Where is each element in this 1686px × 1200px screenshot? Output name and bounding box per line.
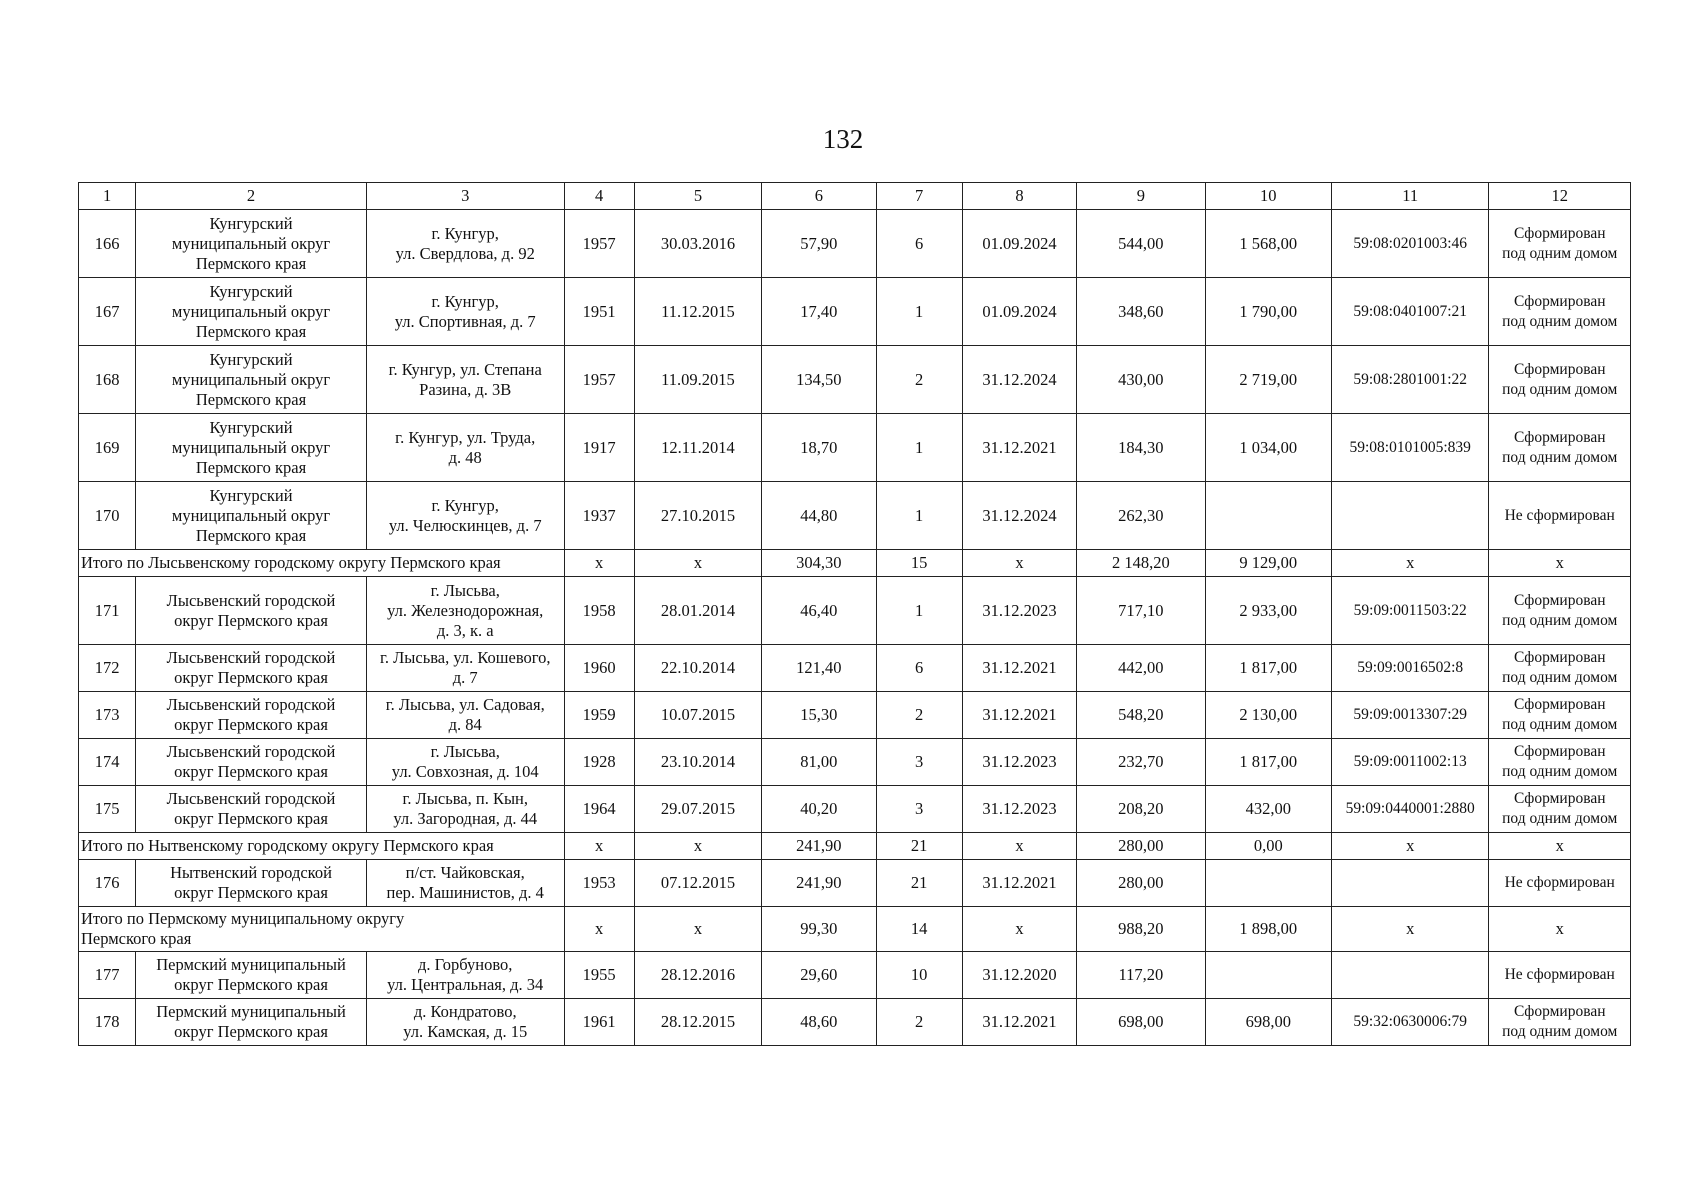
cadastral-number: 59:09:0013307:29 <box>1331 692 1489 739</box>
table-row <box>79 414 1631 482</box>
emergency-date: 07.12.2015 <box>634 860 761 907</box>
cadastral-number: 59:32:0630006:79 <box>1331 999 1489 1046</box>
residents: 14 <box>876 907 962 952</box>
subtotal-label: Итого по Пермскому муниципальному округу Пермского края <box>79 907 565 952</box>
municipality: Лысьвенский городской округ Пермского края <box>136 577 367 645</box>
residents: 6 <box>876 210 962 278</box>
cadastral-number: х <box>1331 833 1489 860</box>
plot-status: Сформирован под одним домом <box>1489 739 1631 786</box>
row-number: 172 <box>79 645 136 692</box>
plot-area: 0,00 <box>1205 833 1331 860</box>
plot-status: Сформирован под одним домом <box>1489 346 1631 414</box>
resettlement-deadline: 01.09.2024 <box>962 210 1076 278</box>
resettlement-deadline: 31.12.2023 <box>962 786 1076 833</box>
plot-status: Сформирован под одним домом <box>1489 786 1631 833</box>
resettlement-deadline: 31.12.2021 <box>962 692 1076 739</box>
row-number: 168 <box>79 346 136 414</box>
resettlement-deadline: 31.12.2021 <box>962 414 1076 482</box>
land-area: 698,00 <box>1077 999 1205 1046</box>
table-row <box>79 999 1631 1046</box>
cadastral-number: 59:09:0016502:8 <box>1331 645 1489 692</box>
residents: 2 <box>876 346 962 414</box>
plot-status: Сформирован под одним домом <box>1489 692 1631 739</box>
table-row <box>79 645 1631 692</box>
address: г. Лысьва, п. Кын, ул. Загородная, д. 44 <box>366 786 564 833</box>
subtotal-row <box>79 833 1631 860</box>
column-number-4: 4 <box>564 183 634 210</box>
page-number: 132 <box>822 124 864 154</box>
emergency-date: 30.03.2016 <box>634 210 761 278</box>
plot-area <box>1205 860 1331 907</box>
resettlement-deadline: 31.12.2021 <box>962 645 1076 692</box>
area: 29,60 <box>762 952 876 999</box>
area: 134,50 <box>762 346 876 414</box>
emergency-date: 27.10.2015 <box>634 482 761 550</box>
column-number-7: 7 <box>876 183 962 210</box>
address: п/ст. Чайковская, пер. Машинистов, д. 4 <box>366 860 564 907</box>
subtotal-label: Итого по Лысьвенскому городскому округу Пермского края <box>79 550 565 577</box>
area: 15,30 <box>762 692 876 739</box>
housing-register-table <box>78 182 1631 1046</box>
municipality: Лысьвенский городской округ Пермского края <box>136 692 367 739</box>
address: г. Кунгур, ул. Спортивная, д. 7 <box>366 278 564 346</box>
plot-area: 1 817,00 <box>1205 739 1331 786</box>
plot-status: Сформирован под одним домом <box>1489 210 1631 278</box>
resettlement-deadline: 31.12.2023 <box>962 739 1076 786</box>
plot-status: х <box>1489 907 1631 952</box>
area: 57,90 <box>762 210 876 278</box>
resettlement-deadline: 31.12.2021 <box>962 999 1076 1046</box>
land-area: 208,20 <box>1077 786 1205 833</box>
address: г. Кунгур, ул. Свердлова, д. 92 <box>366 210 564 278</box>
address: д. Горбуново, ул. Центральная, д. 34 <box>366 952 564 999</box>
residents: 1 <box>876 482 962 550</box>
residents: 21 <box>876 833 962 860</box>
table-row <box>79 692 1631 739</box>
municipality: Лысьвенский городской округ Пермского края <box>136 645 367 692</box>
area: 81,00 <box>762 739 876 786</box>
plot-status: х <box>1489 550 1631 577</box>
land-area: 348,60 <box>1077 278 1205 346</box>
area: 241,90 <box>762 833 876 860</box>
cadastral-number: 59:09:0011503:22 <box>1331 577 1489 645</box>
year-built: 1928 <box>564 739 634 786</box>
area: 44,80 <box>762 482 876 550</box>
resettlement-deadline: 31.12.2023 <box>962 577 1076 645</box>
area: 99,30 <box>762 907 876 952</box>
plot-area <box>1205 952 1331 999</box>
year-built: х <box>564 550 634 577</box>
resettlement-deadline: х <box>962 907 1076 952</box>
year-built: 1964 <box>564 786 634 833</box>
table-row <box>79 739 1631 786</box>
emergency-date: 10.07.2015 <box>634 692 761 739</box>
cadastral-number: 59:08:0201003:46 <box>1331 210 1489 278</box>
residents: 3 <box>876 786 962 833</box>
row-number: 175 <box>79 786 136 833</box>
residents: 6 <box>876 645 962 692</box>
area: 121,40 <box>762 645 876 692</box>
address: г. Лысьва, ул. Совхозная, д. 104 <box>366 739 564 786</box>
resettlement-deadline: 01.09.2024 <box>962 278 1076 346</box>
address: г. Лысьва, ул. Железнодорожная, д. 3, к. а <box>366 577 564 645</box>
table-row <box>79 210 1631 278</box>
area: 18,70 <box>762 414 876 482</box>
address: г. Кунгур, ул. Степана Разина, д. 3В <box>366 346 564 414</box>
column-number-6: 6 <box>762 183 876 210</box>
year-built: 1957 <box>564 346 634 414</box>
emergency-date: 11.12.2015 <box>634 278 761 346</box>
plot-area: 2 130,00 <box>1205 692 1331 739</box>
cadastral-number: х <box>1331 907 1489 952</box>
residents: 3 <box>876 739 962 786</box>
plot-area: 9 129,00 <box>1205 550 1331 577</box>
cadastral-number: 59:09:0440001:2880 <box>1331 786 1489 833</box>
area: 48,60 <box>762 999 876 1046</box>
plot-status: х <box>1489 833 1631 860</box>
cadastral-number <box>1331 952 1489 999</box>
column-number-8: 8 <box>962 183 1076 210</box>
subtotal-row <box>79 550 1631 577</box>
plot-area: 2 933,00 <box>1205 577 1331 645</box>
resettlement-deadline: 31.12.2024 <box>962 482 1076 550</box>
table-row <box>79 577 1631 645</box>
cadastral-number: 59:09:0011002:13 <box>1331 739 1489 786</box>
land-area: 117,20 <box>1077 952 1205 999</box>
plot-area: 1 817,00 <box>1205 645 1331 692</box>
table-row <box>79 278 1631 346</box>
plot-status: Не сформирован <box>1489 860 1631 907</box>
plot-area <box>1205 482 1331 550</box>
plot-area: 698,00 <box>1205 999 1331 1046</box>
table-row <box>79 786 1631 833</box>
emergency-date: 22.10.2014 <box>634 645 761 692</box>
column-number-10: 10 <box>1205 183 1331 210</box>
address: г. Лысьва, ул. Кошевого, д. 7 <box>366 645 564 692</box>
resettlement-deadline: 31.12.2021 <box>962 860 1076 907</box>
land-area: 280,00 <box>1077 833 1205 860</box>
emergency-date: 28.01.2014 <box>634 577 761 645</box>
land-area: 280,00 <box>1077 860 1205 907</box>
row-number: 169 <box>79 414 136 482</box>
year-built: 1957 <box>564 210 634 278</box>
year-built: 1953 <box>564 860 634 907</box>
land-area: 184,30 <box>1077 414 1205 482</box>
plot-status: Сформирован под одним домом <box>1489 577 1631 645</box>
area: 17,40 <box>762 278 876 346</box>
row-number: 171 <box>79 577 136 645</box>
resettlement-deadline: х <box>962 833 1076 860</box>
land-area: 717,10 <box>1077 577 1205 645</box>
land-area: 430,00 <box>1077 346 1205 414</box>
row-number: 170 <box>79 482 136 550</box>
emergency-date: х <box>634 550 761 577</box>
municipality: Лысьвенский городской округ Пермского края <box>136 786 367 833</box>
row-number: 176 <box>79 860 136 907</box>
emergency-date: 11.09.2015 <box>634 346 761 414</box>
year-built: х <box>564 833 634 860</box>
column-number-9: 9 <box>1077 183 1205 210</box>
row-number: 174 <box>79 739 136 786</box>
municipality: Пермский муниципальный округ Пермского края <box>136 952 367 999</box>
emergency-date: 29.07.2015 <box>634 786 761 833</box>
address: д. Кондратово, ул. Камская, д. 15 <box>366 999 564 1046</box>
land-area: 2 148,20 <box>1077 550 1205 577</box>
plot-area: 1 034,00 <box>1205 414 1331 482</box>
year-built: 1937 <box>564 482 634 550</box>
residents: 15 <box>876 550 962 577</box>
municipality: Кунгурский муниципальный округ Пермского края <box>136 414 367 482</box>
emergency-date: 28.12.2016 <box>634 952 761 999</box>
residents: 1 <box>876 278 962 346</box>
land-area: 442,00 <box>1077 645 1205 692</box>
municipality: Пермский муниципальный округ Пермского края <box>136 999 367 1046</box>
municipality: Лысьвенский городской округ Пермского края <box>136 739 367 786</box>
land-area: 262,30 <box>1077 482 1205 550</box>
plot-status: Сформирован под одним домом <box>1489 414 1631 482</box>
cadastral-number: 59:08:0401007:21 <box>1331 278 1489 346</box>
column-number-3: 3 <box>366 183 564 210</box>
resettlement-deadline: 31.12.2024 <box>962 346 1076 414</box>
land-area: 232,70 <box>1077 739 1205 786</box>
resettlement-deadline: х <box>962 550 1076 577</box>
emergency-date: 28.12.2015 <box>634 999 761 1046</box>
residents: 1 <box>876 414 962 482</box>
table-row <box>79 952 1631 999</box>
column-number-2: 2 <box>136 183 367 210</box>
emergency-date: 12.11.2014 <box>634 414 761 482</box>
area: 40,20 <box>762 786 876 833</box>
area: 304,30 <box>762 550 876 577</box>
residents: 1 <box>876 577 962 645</box>
municipality: Кунгурский муниципальный округ Пермского края <box>136 482 367 550</box>
year-built: 1959 <box>564 692 634 739</box>
land-area: 988,20 <box>1077 907 1205 952</box>
municipality: Кунгурский муниципальный округ Пермского края <box>136 210 367 278</box>
land-area: 544,00 <box>1077 210 1205 278</box>
plot-status: Сформирован под одним домом <box>1489 999 1631 1046</box>
cadastral-number: х <box>1331 550 1489 577</box>
municipality: Кунгурский муниципальный округ Пермского края <box>136 278 367 346</box>
plot-area: 432,00 <box>1205 786 1331 833</box>
table-row <box>79 482 1631 550</box>
address: г. Кунгур, ул. Челюскинцев, д. 7 <box>366 482 564 550</box>
plot-area: 2 719,00 <box>1205 346 1331 414</box>
emergency-date: 23.10.2014 <box>634 739 761 786</box>
row-number: 167 <box>79 278 136 346</box>
municipality: Кунгурский муниципальный округ Пермского края <box>136 346 367 414</box>
year-built: 1958 <box>564 577 634 645</box>
plot-status: Сформирован под одним домом <box>1489 645 1631 692</box>
plot-area: 1 568,00 <box>1205 210 1331 278</box>
plot-status: Сформирован под одним домом <box>1489 278 1631 346</box>
table-row <box>79 860 1631 907</box>
plot-area: 1 790,00 <box>1205 278 1331 346</box>
plot-area: 1 898,00 <box>1205 907 1331 952</box>
row-number: 173 <box>79 692 136 739</box>
emergency-date: х <box>634 833 761 860</box>
column-number-12: 12 <box>1489 183 1631 210</box>
area: 46,40 <box>762 577 876 645</box>
row-number: 177 <box>79 952 136 999</box>
cadastral-number: 59:08:2801001:22 <box>1331 346 1489 414</box>
table-row <box>79 346 1631 414</box>
municipality: Нытвенский городской округ Пермского края <box>136 860 367 907</box>
column-number-1: 1 <box>79 183 136 210</box>
emergency-date: х <box>634 907 761 952</box>
cadastral-number <box>1331 482 1489 550</box>
cadastral-number: 59:08:0101005:839 <box>1331 414 1489 482</box>
year-built: 1961 <box>564 999 634 1046</box>
year-built: 1951 <box>564 278 634 346</box>
plot-status: Не сформирован <box>1489 952 1631 999</box>
subtotal-row <box>79 907 1631 952</box>
year-built: 1960 <box>564 645 634 692</box>
residents: 2 <box>876 692 962 739</box>
address: г. Кунгур, ул. Труда, д. 48 <box>366 414 564 482</box>
address: г. Лысьва, ул. Садовая, д. 84 <box>366 692 564 739</box>
residents: 10 <box>876 952 962 999</box>
area: 241,90 <box>762 860 876 907</box>
residents: 21 <box>876 860 962 907</box>
year-built: 1917 <box>564 414 634 482</box>
subtotal-label: Итого по Нытвенскому городскому округу Пермского края <box>79 833 565 860</box>
year-built: х <box>564 907 634 952</box>
year-built: 1955 <box>564 952 634 999</box>
cadastral-number <box>1331 860 1489 907</box>
land-area: 548,20 <box>1077 692 1205 739</box>
column-number-11: 11 <box>1331 183 1489 210</box>
column-number-row <box>79 183 1631 210</box>
column-number-5: 5 <box>634 183 761 210</box>
row-number: 178 <box>79 999 136 1046</box>
row-number: 166 <box>79 210 136 278</box>
residents: 2 <box>876 999 962 1046</box>
plot-status: Не сформирован <box>1489 482 1631 550</box>
resettlement-deadline: 31.12.2020 <box>962 952 1076 999</box>
